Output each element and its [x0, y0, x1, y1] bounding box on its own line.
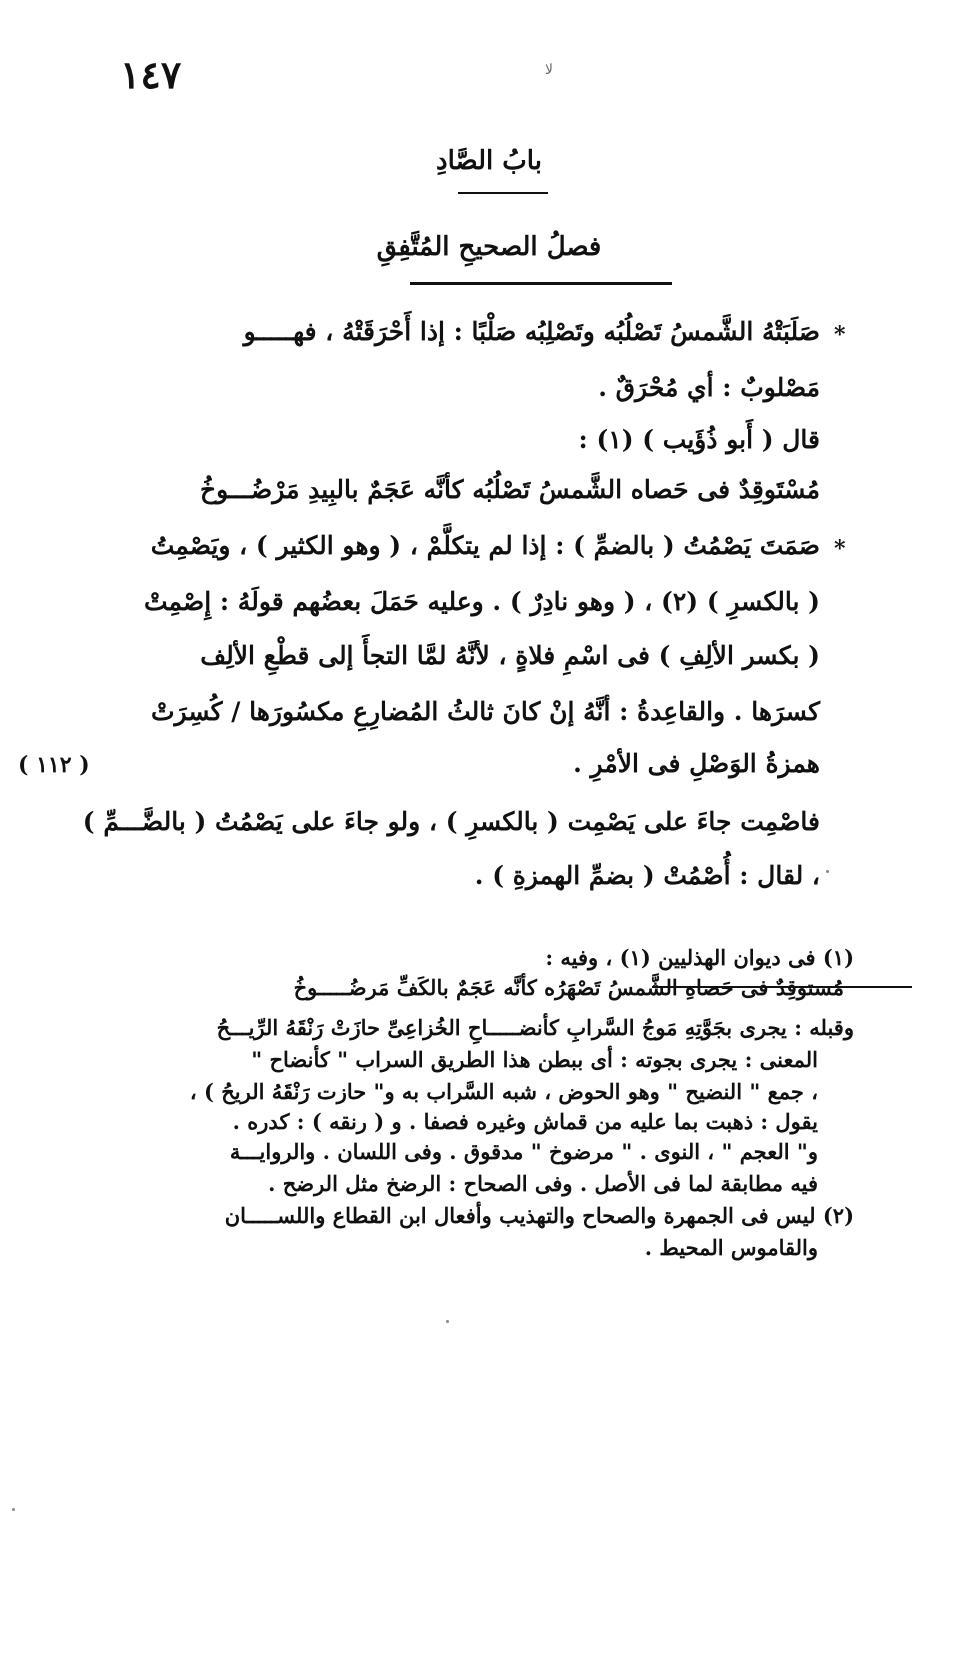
body-line: فاصْمِت جاءَ على يَصْمِت ( بالكسرِ ) ، ولو جاءَ على يَصْمُتُ ( بالضَّـــمِّ ): [82, 807, 820, 836]
body-line: صَمَتَ يَصْمُتُ ( بالضمِّ ) : إذا لم يتكلَّمْ ، ( وهو الكثير ) ، ويَصْمِتُ: [150, 531, 820, 560]
chapter-heading: بابُ الصَّادِ: [436, 146, 542, 176]
chapter-heading-underline: [458, 192, 548, 194]
body-line: مُسْتَوقِدٌ فى حَصاه الشَّمسُ تَصْلُبُه كأنَّه عَجَمٌ بالبِيدِ مَرْضُـــوخُ: [200, 475, 820, 504]
footnote-line: والقاموس المحيط .: [644, 1235, 818, 1260]
footnote-line: وقبله : يجرى بجَوَّتِهِ مَوجُ السَّرابِ كأنضـــــاحِ الخُزاعِىِّ حازَتْ رَنْقَهُ الرِّيـــحُ: [216, 1015, 854, 1040]
body-line: ، لقال : أُصْمُتْ ( بضمِّ الهمزةِ ) .: [474, 861, 820, 890]
body-line: قال ( أَبو ذُؤَيب ) (١) :: [578, 425, 820, 454]
footnote-line: ، جمع " النضيح " وهو الحوض ، شبه السَّراب به و" حازت رَنْقَهُ الريحُ ) ،: [189, 1079, 818, 1104]
section-heading: فصلُ الصحيحِ المُتَّفِقِ: [376, 232, 602, 262]
scan-speck: [826, 870, 829, 873]
top-mark: ﻻ: [545, 62, 553, 78]
body-line: ( بالكسرِ ) (٢) ، ( وهو نادِرٌ ) . وعليه حَمَلَ بعضُهم قولَهُ : إِصْمِتْ: [144, 587, 820, 616]
entry-marker: *: [834, 322, 846, 348]
page-number: ١٤٧: [120, 52, 182, 97]
body-line: ( بكسر الألِفِ ) فى اسْمِ فلاةٍ ، لأنَّهُ لمَّا التجأَ إلى قطْعِ الألِف: [200, 641, 820, 670]
body-line: كسرَها . والقاعِدةُ : أنَّهُ إنْ كانَ ثالثُ المُضارِعِ مكسُورَها / كُسِرَتْ: [151, 697, 820, 726]
footnote-line: يقول : ذهبت بما عليه من قماش وغيره فصفا . و ( رنقه ) : كدره .: [232, 1109, 818, 1134]
scan-speck: [12, 1508, 15, 1511]
footnote-line: (١) فى ديوان الهذليين (١) ، وفيه :: [545, 945, 854, 970]
footnote-line: و" العجم " ، النوى . " مرضوخ " مدقوق . وفى اللسان . والروايـــة: [229, 1139, 818, 1164]
entry-marker: *: [834, 536, 846, 562]
body-line: صَلَبَتْهُ الشَّمسُ تَصْلُبُه وتَصْلِبُه صَلْبًا : إذا أَحْرَقَتْهُ ، فهـــــو: [243, 317, 820, 346]
body-line: همزةُ الوَصْلِ فى الأمْرِ .: [573, 749, 820, 778]
footnote-line: فيه مطابقة لما فى الأصل . وفى الصحاح : الرضخ مثل الرضح .: [268, 1171, 818, 1196]
body-line: مَصْلوبٌ : أي مُحْرَقٌ .: [598, 373, 820, 402]
footnote-line: المعنى : يجرى بجوته : أى ببطن هذا الطريق السراب " كأنضاح ": [251, 1047, 818, 1072]
section-heading-underline: [410, 282, 672, 285]
scan-speck: [446, 1320, 449, 1323]
footnote-line: (٢) ليس فى الجمهرة والصحاح والتهذيب وأفعال ابن القطاع واللســـــان: [224, 1203, 854, 1228]
footnote-line: مُستوقِدٌ فى حَصاهِ الشَّمسُ تَصْهَرُه كأنَّه عَجَمٌ بالكَفِّ مَرضُـــــوخُ: [293, 975, 844, 1000]
margin-reference: ( ١١٢ ): [18, 752, 90, 778]
